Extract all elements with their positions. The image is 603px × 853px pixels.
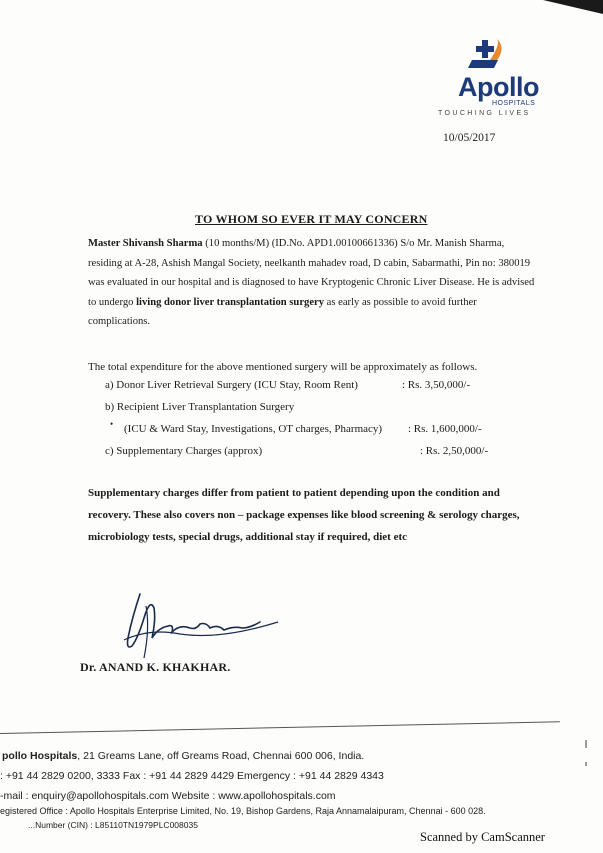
cost-item-amount: : Rs. 3,50,000/- [402,379,471,391]
letter-date: 10/05/2017 [443,132,496,144]
cost-item-label: a) Donor Liver Retrieval Surgery (ICU Stay, Room Rent) [105,379,358,391]
supplementary-note: Supplementary charges differ from patient to patient depending upon the condition and recovery. These also covers non – package expenses like blood screening & serology charges, microbiology tests, special drugs, additional stay if required, diet etc [88,487,520,543]
footer-address [2,750,364,762]
scanner-watermark: Scanned by CamScanner [420,830,545,844]
intro-paragraph [88,234,536,332]
footer-email: -mail : enquiry@apollohospitals.com Website : www.apollohospitals.com [0,790,336,802]
letter-subject: TO WHOM SO EVER IT MAY CONCERN [195,212,428,226]
doctor-name: Dr. ANAND K. KHAKHAR. [80,660,231,674]
footer-phone: : +91 44 2829 0200, 3333 Fax : +91 44 2829 4429 Emergency : +91 44 2829 4343 [0,770,384,782]
logo-wordmark: Apollo [458,72,539,102]
patient-details: (10 months/M) (ID.No. APD1.00100661336) S/o Mr. Manish Sharma, residing at A-28, Ashish Mangal Society, neelkanth mahadev road, D cabin, Sabarmathi, Pin no: 380019 was evaluated in our hospital and is diagnosed to have Kryptogenic Chronic Liver Disease. He is advised to undergo [88,238,535,308]
footer-cin: ...Number (CIN) : L85110TN1979PLC008035 [28,820,198,830]
cost-item-amount: : Rs. 2,50,000/- [420,445,489,457]
footer-registered-office: egistered Office : Apollo Hospitals Enterprise Limited, No. 19, Bishop Gardens, Raja Annamalaipuram, Chennai - 600 028. [0,806,486,816]
intro-closing: as early as possible to avoid further complications. [88,296,477,327]
logo-hospitals-text: HOSPITALS [492,100,536,107]
scan-edge-mark [585,740,587,748]
scan-edge-mark [585,762,587,766]
cost-item-label: b) Recipient Liver Transplantation Surgery [105,401,295,413]
bullet-mark: • [110,419,114,429]
procedure-name: living donor liver transplantation surgery [136,296,325,308]
scan-corner-shadow [543,0,603,14]
expenditure-intro: The total expenditure for the above mentioned surgery will be approximately as follows. [88,361,478,373]
footer-org: pollo Hospitals [2,750,78,762]
apollo-logo [436,38,546,124]
footer-divider [0,721,560,734]
doctor-signature [110,588,290,668]
cost-item-label: c) Supplementary Charges (approx) [105,445,263,457]
cost-item-label: (ICU & Ward Stay, Investigations, OT charges, Pharmacy) [124,423,383,435]
cost-item-amount: : Rs. 1,600,000/- [408,423,482,435]
footer-address-text: , 21 Greams Lane, off Greams Road, Chennai 600 006, India. [77,750,365,762]
patient-name: Master Shivansh Sharma [88,238,203,249]
logo-tagline: TOUCHING LIVES [438,110,531,117]
